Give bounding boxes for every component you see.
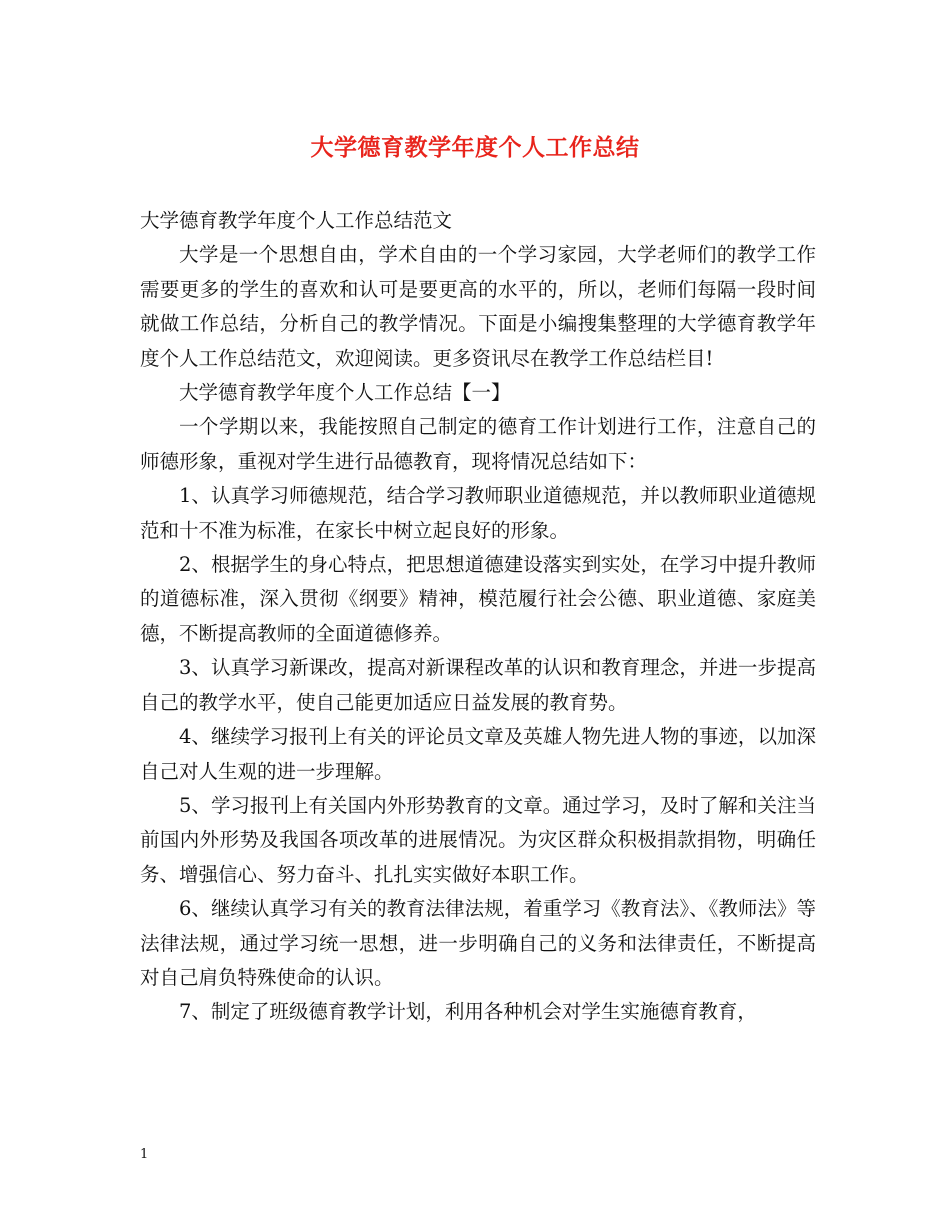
list-item-4: 4、继续学习报刊上有关的评论员文章及英雄人物先进人物的事迹，以加深自己对人生观的进一步理解。 [140, 725, 816, 783]
list-item-2: 2、根据学生的身心特点，把思想道德建设落实到实处，在学习中提升教师的道德标准，深入贯彻《纲要》精神，模范履行社会公德、职业道德、家庭美德，不断提高教师的全面道德修养。 [140, 553, 816, 645]
list-item-6: 6、继续认真学习有关的教育法律法规，着重学习《教育法》、《教师法》等法律法规，通过学习统一思想，进一步明确自己的义务和法律责任，不断提高对自己肩负特殊使命的认识。 [140, 897, 816, 989]
document-body [140, 204, 816, 1030]
list-item-3: 3、认真学习新课改，提高对新课程改革的认识和教育理念，并进一步提高自己的教学水平，使自己能更加适应日益发展的教育势。 [140, 656, 816, 714]
subtitle-paragraph: 大学德育教学年度个人工作总结范文 [140, 209, 453, 232]
list-item-5: 5、学习报刊上有关国内外形势教育的文章。通过学习，及时了解和关注当前国内外形势及我国各项改革的进展情况。为灾区群众积极捐款捐物，明确任务、增强信心、努力奋斗、扎扎实实做好本职工作。 [140, 793, 816, 886]
section-heading: 大学德育教学年度个人工作总结【一】 [179, 381, 511, 405]
body-paragraph: 一个学期以来，我能按照自己制定的德育工作计划进行工作，注意自己的师德形象，重视对学生进行品德教育，现将情况总结如下： [140, 415, 816, 473]
list-item-1: 1、认真学习师德规范，结合学习教师职业道德规范，并以教师职业道德规范和十不准为标准，在家长中树立起良好的形象。 [140, 484, 816, 542]
intro-paragraph: 大学是一个思想自由，学术自由的一个学习家园，大学老师们的教学工作需要更多的学生的喜欢和认可是要更高的水平的，所以，老师们每隔一段时间就做工作总结，分析自己的教学情况。下面是小编搜集整理的大学德育教学年度个人工作总结范文，欢迎阅读。更多资讯尽在教学工作总结栏目! [140, 243, 816, 370]
page-number: 1 [140, 1147, 149, 1162]
list-item-7: 7、制定了班级德育教学计划，利用各种机会对学生实施德育教育， [179, 1000, 757, 1024]
document-title: 大学德育教学年度个人工作总结 [310, 134, 640, 161]
